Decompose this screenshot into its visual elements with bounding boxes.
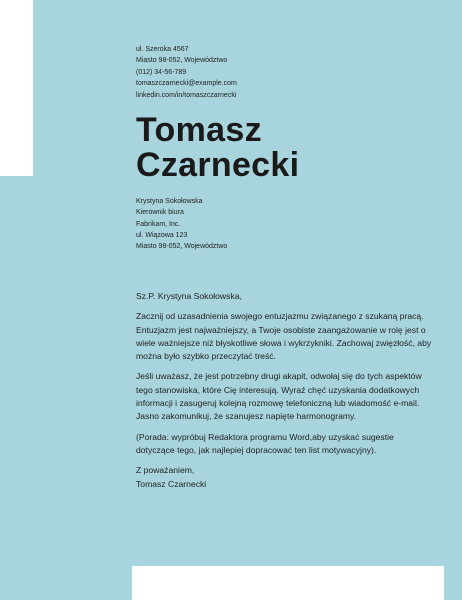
recipient-title: Kierownik biura bbox=[136, 209, 184, 217]
recipient-company: Fabrikam, Inc. bbox=[136, 220, 181, 228]
paragraph-2 bbox=[136, 370, 436, 423]
first-name: Tomasz bbox=[136, 111, 262, 149]
recipient-address-block bbox=[136, 196, 227, 252]
paragraph-2-line: tego stanowiska, które Cię interesują. Wyraź chęć uzyskania dodatkowych bbox=[136, 384, 420, 395]
decorative-white-block-top-left bbox=[0, 0, 33, 176]
sender-street: ul. Szeroka 4567 bbox=[136, 46, 189, 53]
sender-email: tomaszczarnecki@example.com bbox=[136, 80, 237, 88]
signature: Tomasz Czarnecki bbox=[136, 478, 207, 489]
closing: Z poważaniem, bbox=[136, 465, 195, 476]
sender-linkedin: linkedin.com/in/tomaszczarnecki bbox=[136, 91, 237, 99]
recipient-street: ul. Wiązowa 123 bbox=[136, 231, 188, 239]
paragraph-2-line: Jeśli uważasz, że jest potrzebny drugi akapit, odwołaj się do tych aspektów bbox=[136, 371, 422, 382]
sender-contact-block bbox=[136, 44, 237, 101]
decorative-white-block-bottom bbox=[132, 566, 444, 600]
paragraph-1-line: wiele ważniejsze niż błyskotliwe słowa i wykrzykniki. Zachowaj zwięzłość, aby bbox=[136, 337, 432, 348]
sender-name-heading bbox=[136, 113, 299, 183]
paragraph-1-line: Entuzjazm jest najważniejszy, a Twoje osobiste zaangażowanie w rolę jest o bbox=[136, 324, 426, 335]
letter-body bbox=[136, 290, 436, 498]
salutation: Sz.P. Krystyna Sokołowska, bbox=[136, 291, 242, 301]
paragraph-1-line: Zacznij od uzasadnienia swojego entuzjazmu związanego z szukaną pracą. bbox=[136, 311, 424, 322]
last-name: Czarnecki bbox=[136, 146, 300, 184]
paragraph-3-line: (Porada: wypróbuj Redaktora programu Word,aby uzyskać sugestie bbox=[136, 431, 394, 442]
closing-block bbox=[136, 464, 436, 491]
paragraph-3-line: dotyczące tego, jak najlepiej dopracować ten list motywacyjny). bbox=[136, 444, 377, 455]
paragraph-3 bbox=[136, 431, 436, 458]
paragraph-1-line: można było szybko przeczytać treść. bbox=[136, 351, 276, 362]
paragraph-2-line: informacji i zasugeruj kolejną rozmowę telefoniczną lub wiadomość e-mail. bbox=[136, 398, 420, 409]
paragraph-1 bbox=[136, 310, 436, 363]
recipient-city: Miasto 98-052, Województwo bbox=[136, 243, 228, 251]
recipient-name: Krystyna Sokołowska bbox=[136, 198, 203, 205]
paragraph-2-line: Jasno zakomunikuj, że szanujesz napięte harmonogramy. bbox=[136, 411, 357, 422]
sender-phone: (012) 34-56-789 bbox=[136, 68, 187, 76]
sender-city: Miasto 98-052, Województwo bbox=[136, 57, 228, 65]
